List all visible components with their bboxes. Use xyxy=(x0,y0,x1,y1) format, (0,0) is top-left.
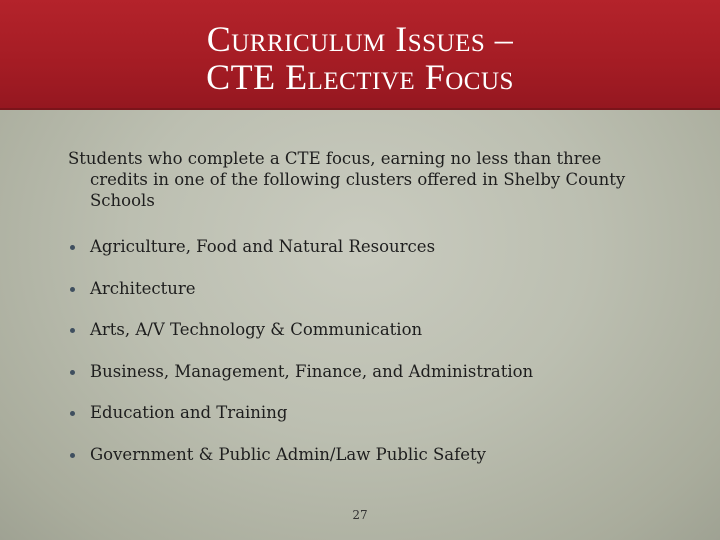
page-number: 27 xyxy=(352,508,368,522)
list-item xyxy=(68,361,658,403)
intro-paragraph: Students who complete a CTE focus, earning no less than three credits in one of the following clusters offered in Shelby County Schools xyxy=(68,149,626,210)
list-item-text: Government & Public Admin/Law Public Safety xyxy=(90,444,486,464)
list-item-text: Architecture xyxy=(90,278,196,298)
title-bar xyxy=(0,0,720,110)
slide-title xyxy=(0,20,720,96)
bullet-icon xyxy=(70,245,75,250)
title-line-2: CTE Elective Focus xyxy=(206,57,514,97)
bullet-icon xyxy=(70,287,75,292)
list-item xyxy=(68,236,658,278)
bullet-icon xyxy=(70,370,75,375)
list-item-text: Business, Management, Finance, and Administration xyxy=(90,361,534,381)
list-item-text: Arts, A/V Technology & Communication xyxy=(90,320,423,340)
list-item-text: Agriculture, Food and Natural Resources xyxy=(90,237,436,256)
title-line-1: Curriculum Issues – xyxy=(206,19,514,59)
bullet-icon xyxy=(70,453,75,458)
list-item xyxy=(68,402,658,444)
list-item xyxy=(68,319,658,361)
list-item-text: Education and Training xyxy=(90,403,288,423)
bullet-icon xyxy=(70,411,75,416)
list-item xyxy=(68,444,658,486)
list-item xyxy=(68,278,658,320)
bullet-icon xyxy=(70,328,75,333)
slide-content xyxy=(68,148,658,486)
cluster-list xyxy=(68,236,658,486)
